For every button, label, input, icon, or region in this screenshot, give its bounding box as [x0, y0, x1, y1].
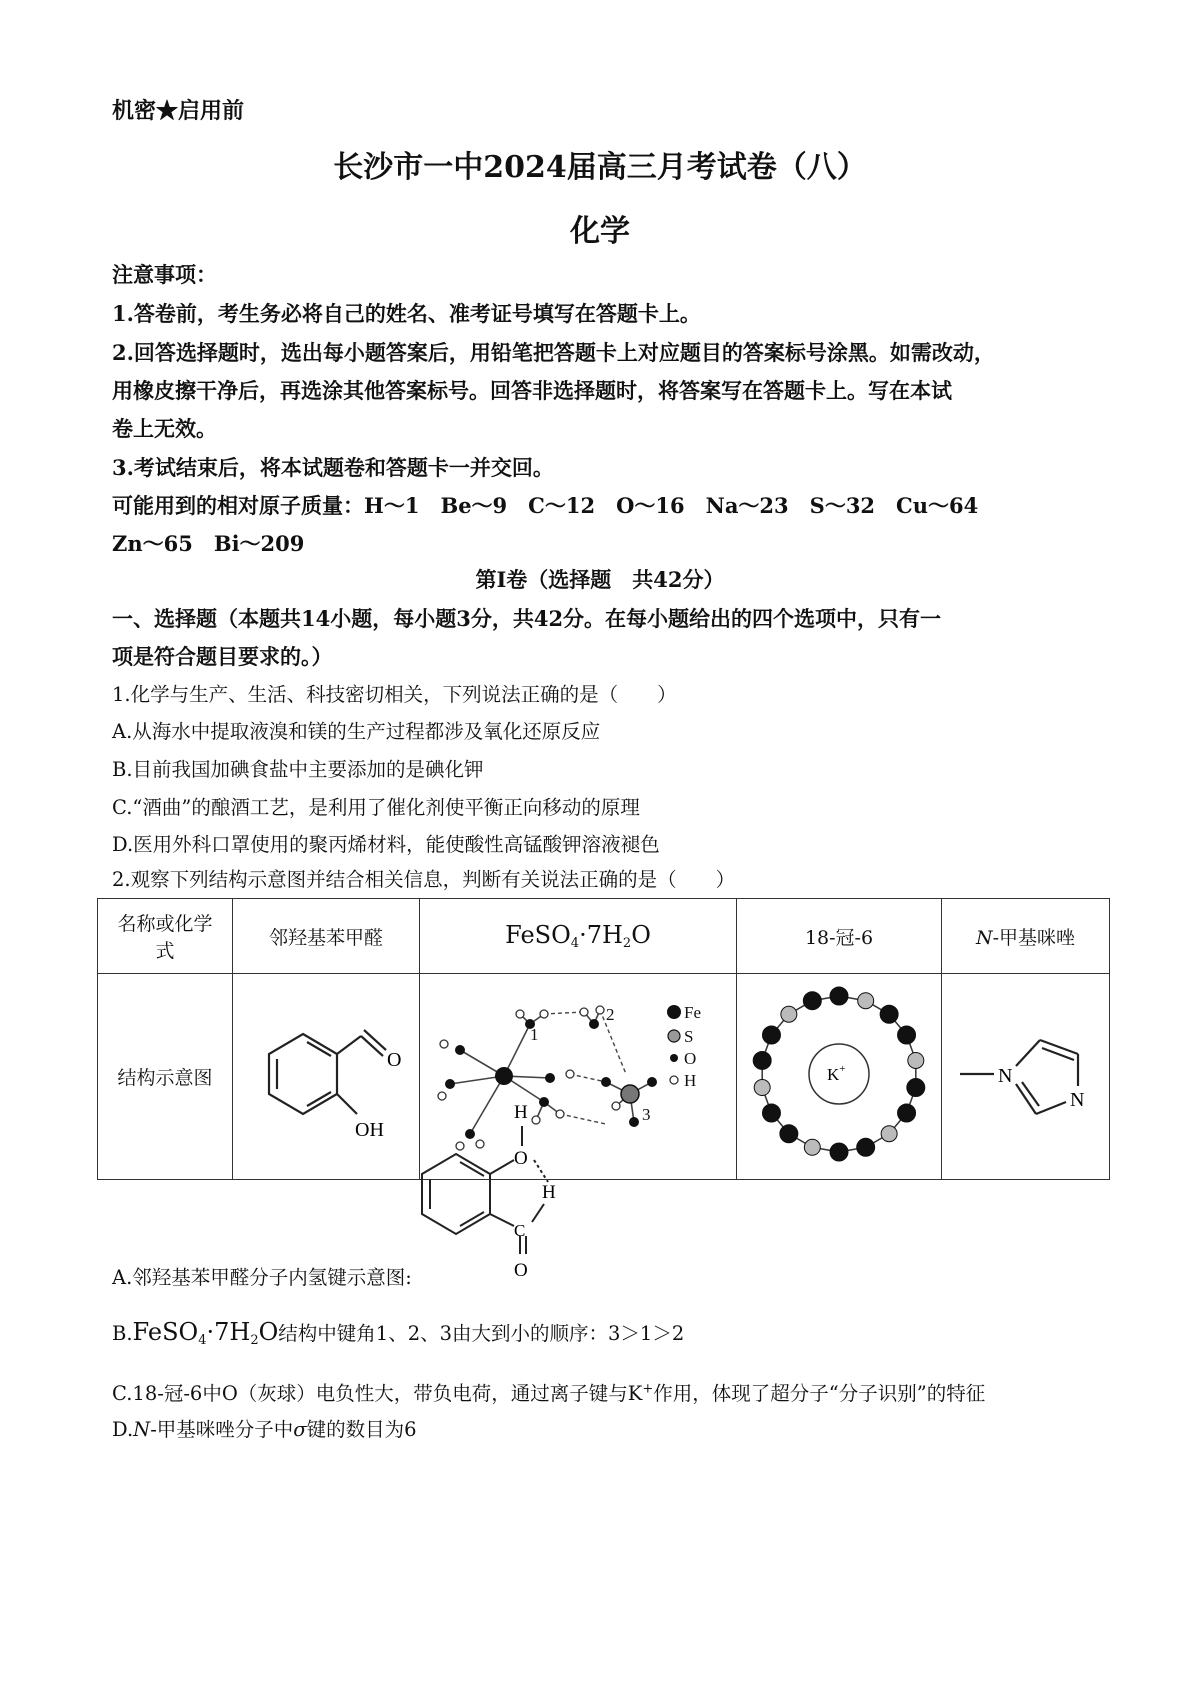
methylimidazole-structure: [942, 974, 1110, 1180]
imidazole-n1-label: N: [998, 1065, 1013, 1087]
q1-option-b: B.目前我国加碘食盐中主要添加的是碘化钾: [112, 758, 484, 781]
q2-stem: 2.观察下列结构示意图并结合相关信息，判断有关说法正确的是（ ）: [112, 868, 736, 891]
notice-item-2-line-2: 用橡皮擦干净后，再选涂其他答案标号。回答非选择题时，将答案写在答题卡上。写在本试: [112, 378, 952, 403]
option-d-n: N: [133, 1418, 151, 1441]
option-d-pre: D.: [112, 1418, 134, 1441]
crown-oxygen-atom: [908, 1052, 924, 1068]
imidazole-n3-label: N: [1070, 1089, 1085, 1111]
potassium-label: K+: [827, 1063, 846, 1084]
row-header-structure: 结构示意图: [98, 974, 233, 1180]
crown-carbon-atom: [880, 1005, 898, 1023]
crown-carbon-atom: [830, 1143, 848, 1161]
hbond-o-bottom-label: O: [514, 1260, 528, 1281]
crown-oxygen-atom: [881, 1126, 897, 1142]
feso4-o: O: [631, 921, 651, 949]
crown-ether-diagram: [737, 974, 941, 1174]
option-d-mid: -甲基咪唑分子中: [150, 1418, 294, 1441]
option-b-sub-2: 2: [250, 1333, 259, 1348]
crown-oxygen-atom: [804, 1139, 820, 1155]
salicylaldehyde-diagram: [233, 974, 419, 1174]
option-b-prefix: B.: [112, 1322, 133, 1345]
q2-option-c: [112, 1378, 985, 1406]
methylimidazole-diagram: [942, 974, 1109, 1174]
feso4-text: FeSO: [505, 921, 571, 949]
crown-carbon-atom: [780, 1125, 798, 1143]
hbond-h-top-label: H: [514, 1102, 528, 1123]
section-intro-line-2: 项是符合题目要求的。）: [112, 644, 333, 669]
confidential-label: 机密★启用前: [112, 98, 245, 124]
cell-methylimidazole-name: [942, 899, 1110, 974]
crown-carbon-atom: [907, 1079, 925, 1097]
angle-1-label: 1: [530, 1025, 539, 1044]
crown-carbon-atom: [898, 1026, 916, 1044]
option-b-sub-4: 4: [198, 1333, 207, 1348]
angle-3-label: 3: [642, 1105, 651, 1124]
header-name-line-2: 式: [155, 940, 175, 962]
methylimidazole-n: N: [975, 926, 993, 949]
option-d-sigma: σ: [293, 1418, 307, 1441]
exam-title: 长沙市一中2024届高三月考试卷（八）: [333, 150, 867, 185]
methylimidazole-rest: -甲基咪唑: [992, 926, 1076, 949]
q1-option-c: C.“酒曲”的酿酒工艺，是利用了催化剂使平衡正向移动的原理: [112, 796, 640, 819]
feso4-hydrate: ·7H: [579, 921, 623, 949]
section-intro-line-1: 一、选择题（本题共14小题，每小题3分，共42分。在每小题给出的四个选项中，只有一: [112, 606, 942, 631]
crown-carbon-atom: [762, 1026, 780, 1044]
crown-carbon-atom: [762, 1104, 780, 1122]
q2-option-a: A.邻羟基苯甲醛分子内氢键示意图:: [112, 1266, 412, 1289]
q2-option-b: [112, 1318, 684, 1348]
notice-item-1: 1.答卷前，考生务必将自己的姓名、准考证号填写在答题卡上。: [112, 301, 701, 326]
option-b-hydrate: ·7H: [206, 1318, 251, 1346]
legend-s-label: S: [684, 1027, 694, 1046]
hbond-o-label: O: [514, 1148, 528, 1169]
notice-item-2-line-1: 2.回答选择题时，选出每小题答案后，用铅笔把答题卡上对应题目的答案标号涂黑。如需改动，: [112, 340, 995, 365]
notice-item-3: 3.考试结束后，将本试题卷和答题卡一并交回。: [112, 455, 554, 480]
crown-carbon-atom: [830, 987, 848, 1005]
crown-carbon-atom: [898, 1104, 916, 1122]
legend-o-label: O: [684, 1049, 697, 1068]
crown-ether-structure: [737, 974, 942, 1180]
legend-fe-label: Fe: [684, 1003, 701, 1022]
structure-table: [97, 898, 1110, 1180]
q1-stem: 1.化学与生产、生活、科技密切相关，下列说法正确的是（ ）: [112, 683, 677, 706]
atomic-masses-line-2: Zn～65 Bi～209: [112, 531, 305, 556]
hbond-c-label: C: [514, 1221, 526, 1240]
q1-option-a: A.从海水中提取液溴和镁的生产过程都涉及氧化还原反应: [112, 720, 601, 743]
cell-salicylaldehyde-name: 邻羟基苯甲醛: [233, 899, 420, 974]
option-c-pre: C.18-冠-6中O（灰球）电负性大，带负电荷，通过离子键与K: [112, 1382, 643, 1405]
atomic-masses-line-1: 可能用到的相对原子质量：H～1 Be～9 C～12 O～16 Na～23 S～32 Cu～64: [112, 493, 979, 518]
salicylaldehyde-oh-label: OH: [355, 1119, 384, 1141]
cell-crown-ether-name: 18-冠-6: [737, 899, 942, 974]
notice-item-2-line-3: 卷上无效。: [112, 416, 217, 441]
option-c-post: 作用，体现了超分子“分子识别”的特征: [653, 1382, 986, 1405]
feso4-sub-4: 4: [570, 936, 580, 951]
notice-heading: 注意事项：: [112, 262, 217, 287]
salicylaldehyde-o-label: O: [387, 1049, 402, 1071]
crown-oxygen-atom: [781, 1006, 797, 1022]
crown-carbon-atom: [803, 992, 821, 1010]
q2-option-d: [112, 1414, 417, 1442]
option-d-post: 键的数目为6: [306, 1418, 417, 1441]
feso4-sub-2: 2: [622, 936, 632, 951]
crown-carbon-atom: [857, 1138, 875, 1156]
crown-oxygen-atom: [858, 993, 874, 1009]
angle-2-label: 2: [606, 1005, 615, 1024]
intramolecular-hbond-diagram: [410, 1096, 590, 1286]
cell-feso4-name: [420, 899, 737, 974]
subject-title: 化学: [570, 214, 630, 249]
part-title: 第Ⅰ卷（选择题 共42分）: [475, 567, 725, 592]
header-name-line-1: 名称或化学: [117, 913, 213, 935]
option-c-sup: +: [642, 1381, 654, 1397]
q1-option-d: D.医用外科口罩使用的聚丙烯材料，能使酸性高锰酸钾溶液褪色: [112, 833, 660, 856]
legend-h-label: H: [684, 1071, 697, 1090]
option-b-feso: FeSO: [132, 1318, 199, 1346]
option-b-o: O: [258, 1318, 279, 1346]
crown-carbon-atom: [753, 1051, 771, 1069]
hbond-h-label: H: [542, 1182, 556, 1203]
salicylaldehyde-structure: [233, 974, 420, 1180]
option-b-rest: 结构中键角1、2、3由大到小的顺序：3＞1＞2: [278, 1322, 685, 1345]
crown-oxygen-atom: [754, 1080, 770, 1096]
table-header-name: [98, 899, 233, 974]
